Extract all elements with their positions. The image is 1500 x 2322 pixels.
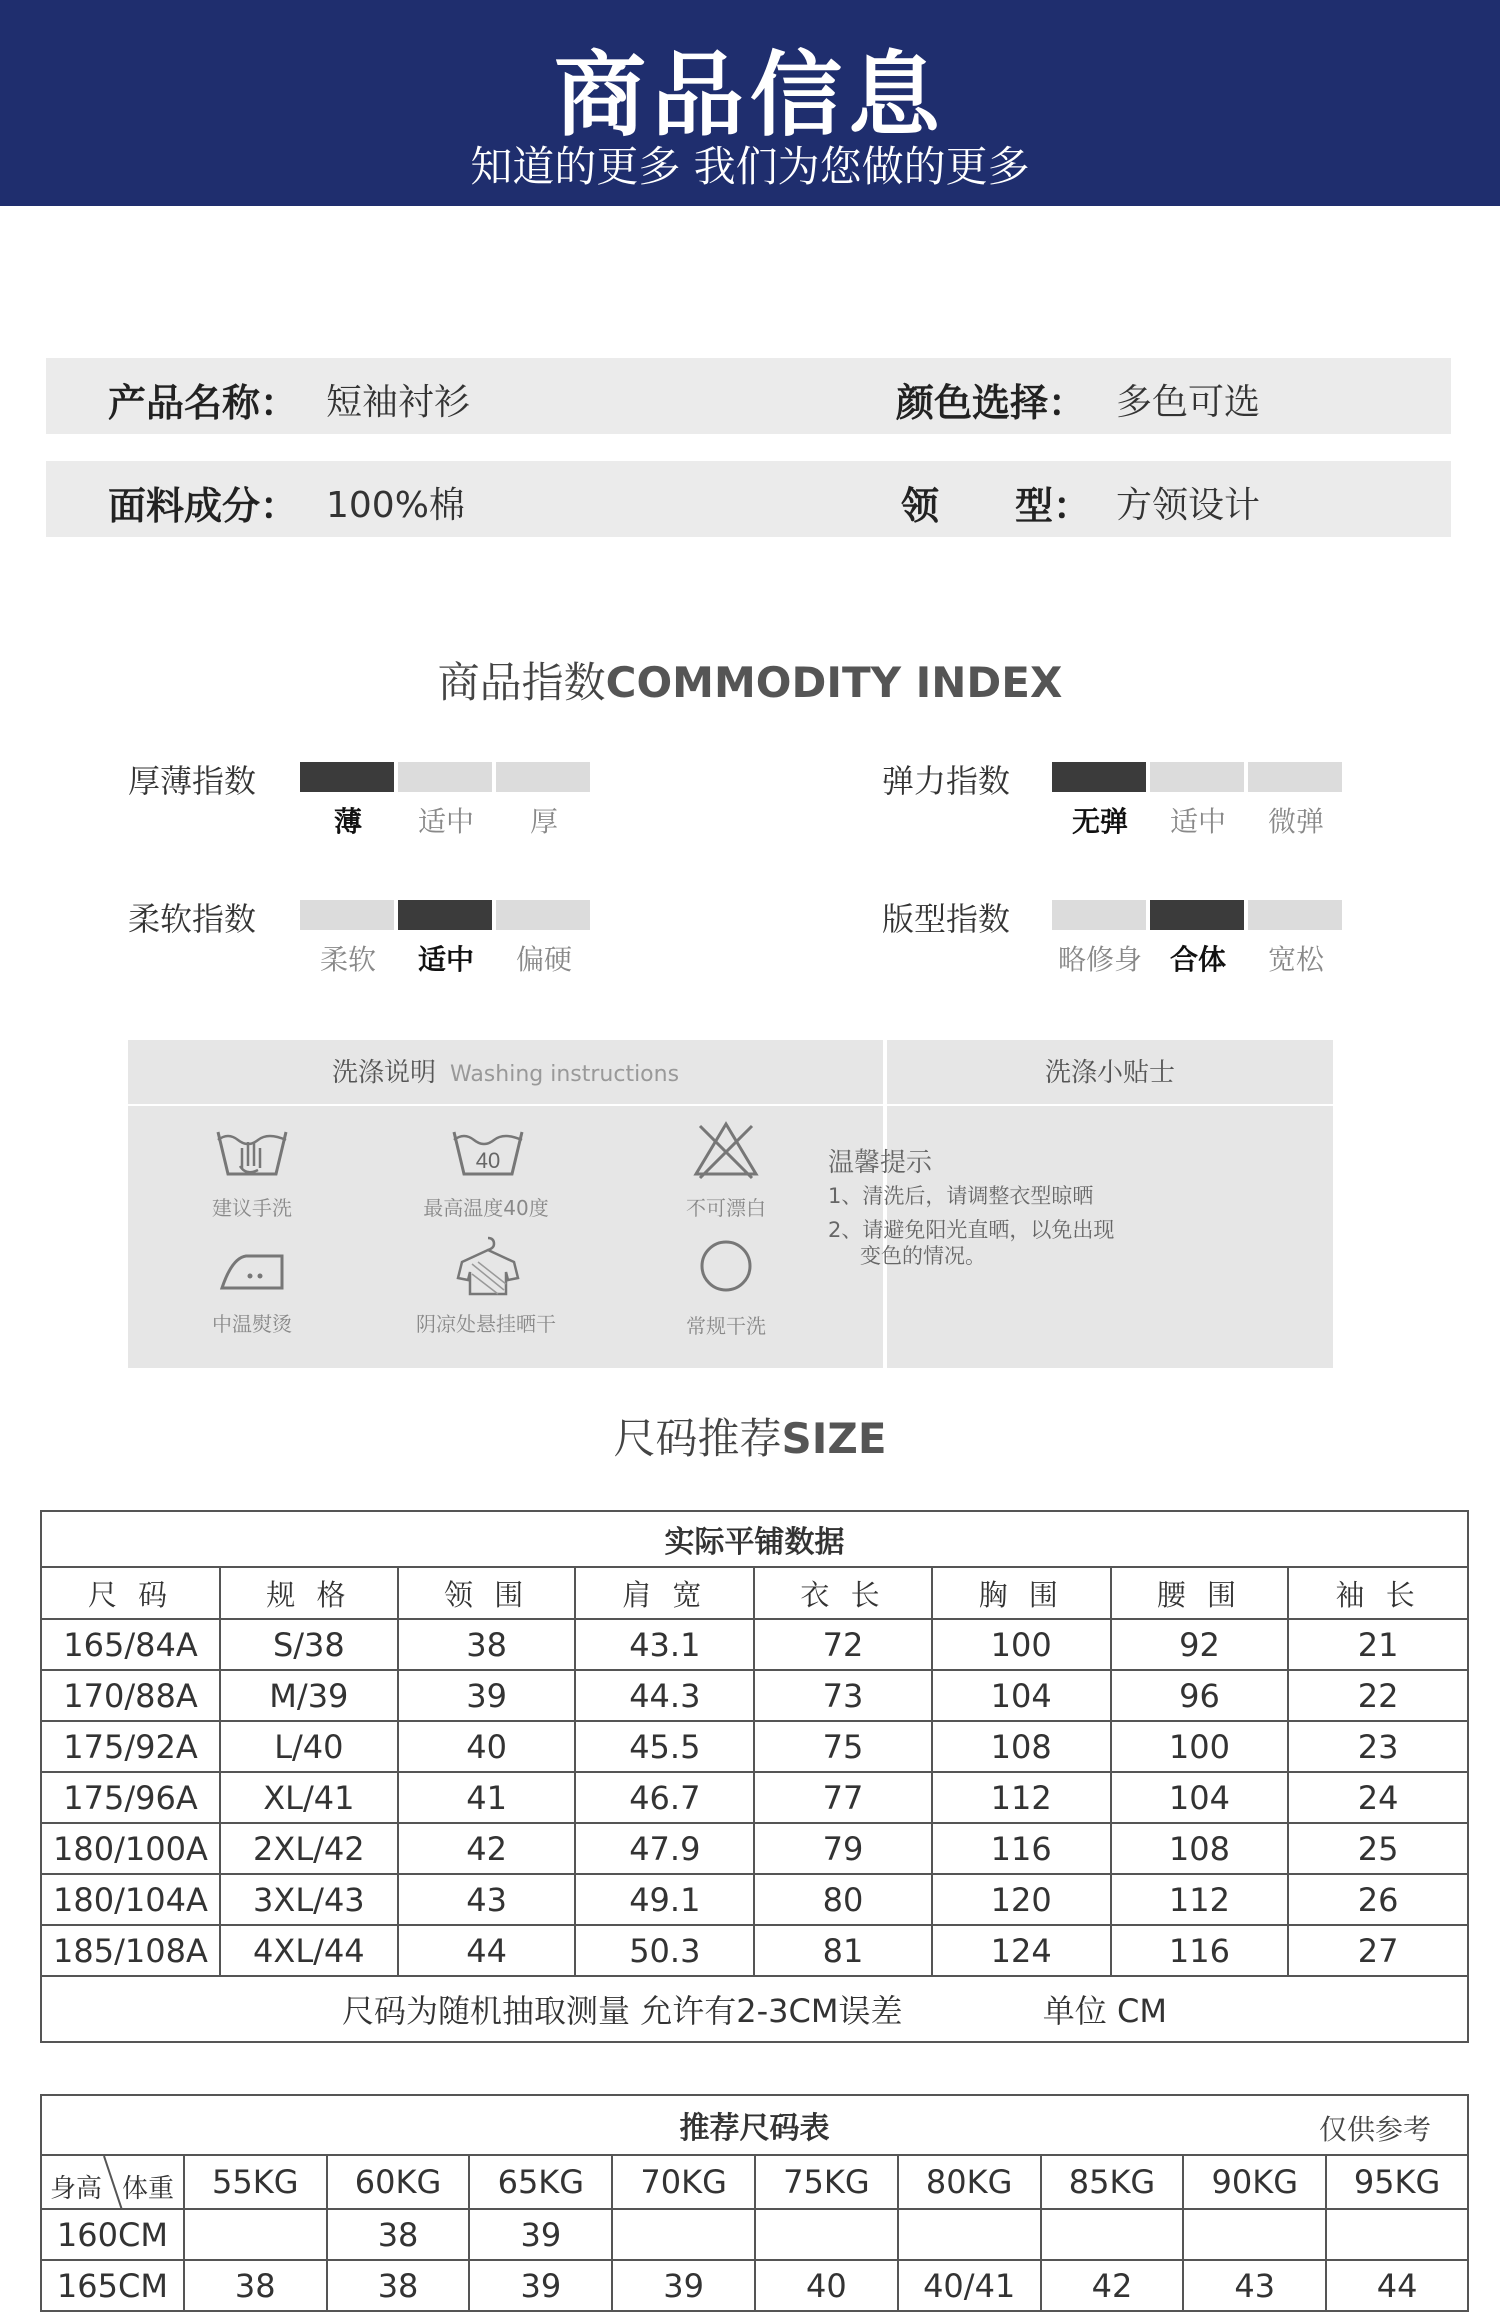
table-cell: M/39 — [220, 1670, 398, 1721]
table-cell: 46.7 — [575, 1772, 754, 1823]
table-cell: 116 — [932, 1823, 1111, 1874]
table-cell: 170/88A — [41, 1670, 220, 1721]
column-header: 领 围 — [398, 1567, 576, 1619]
no-bleach-label: 不可漂白 — [686, 1196, 766, 1220]
table-cell: 116 — [1111, 1925, 1289, 1976]
table-cell: 100 — [932, 1619, 1111, 1670]
table-cell: 180/104A — [41, 1874, 220, 1925]
table-cell: 40/41 — [898, 2260, 1041, 2311]
table-cell: 3XL/43 — [220, 1874, 398, 1925]
softness-seg-2 — [398, 900, 492, 930]
weight-header: 80KG — [898, 2155, 1041, 2209]
thickness-seg-3 — [496, 762, 590, 792]
table-cell: 72 — [754, 1619, 932, 1670]
table-cell: 104 — [932, 1670, 1111, 1721]
size-title-en: SIZE — [781, 1414, 887, 1463]
iron-medium-icon — [212, 1236, 292, 1300]
table-cell: 175/96A — [41, 1772, 220, 1823]
table-cell: 77 — [754, 1772, 932, 1823]
table-cell: 92 — [1111, 1619, 1289, 1670]
table-row — [41, 1874, 1468, 1925]
recommend-title-cell — [41, 2095, 1468, 2155]
softness-option-3: 偏硬 — [515, 943, 572, 976]
table-cell: 4XL/44 — [220, 1925, 398, 1976]
softness-index-label: 柔软指数 — [128, 900, 257, 938]
fit-seg-2 — [1150, 900, 1244, 930]
table-row — [41, 2209, 1468, 2260]
column-header: 腰 围 — [1111, 1567, 1289, 1619]
iron-medium-label: 中温熨烫 — [212, 1312, 292, 1336]
weight-header: 75KG — [755, 2155, 898, 2209]
table-cell: 39 — [469, 2260, 612, 2311]
commodity-index-title-cn: 商品指数 — [437, 658, 606, 707]
recommended-size-table — [40, 2094, 1469, 2312]
softness-seg-3 — [496, 900, 590, 930]
table-cell: 112 — [932, 1772, 1111, 1823]
table-cell: 112 — [1111, 1874, 1289, 1925]
corner-height-label: 身高 — [50, 2174, 103, 2204]
wash-40-label: 最高温度40度 — [423, 1196, 549, 1220]
fit-option-1: 略修身 — [1057, 943, 1142, 976]
table-cell: 24 — [1288, 1772, 1468, 1823]
recommend-reference-note: 仅供参考 — [1318, 2113, 1431, 2146]
weight-header: 95KG — [1326, 2155, 1468, 2209]
table-cell: 165/84A — [41, 1619, 220, 1670]
table-cell: 43 — [398, 1874, 576, 1925]
softness-seg-1 — [300, 900, 394, 930]
table-cell: 2XL/42 — [220, 1823, 398, 1874]
table-cell: 96 — [1111, 1670, 1289, 1721]
softness-option-2: 适中 — [417, 943, 474, 976]
table-cell: XL/41 — [220, 1772, 398, 1823]
elasticity-option-3: 微弹 — [1267, 805, 1324, 838]
table-cell: 39 — [612, 2260, 755, 2311]
table-cell: 25 — [1288, 1823, 1468, 1874]
table-cell: 42 — [1041, 2260, 1184, 2311]
table-cell: 42 — [398, 1823, 576, 1874]
table-cell: 108 — [1111, 1823, 1289, 1874]
elasticity-seg-3 — [1248, 762, 1342, 792]
column-header: 衣 长 — [754, 1567, 932, 1619]
height-cell: 160CM — [41, 2209, 184, 2260]
column-header: 尺 码 — [41, 1567, 220, 1619]
table-cell: L/40 — [220, 1721, 398, 1772]
table-cell: 39 — [469, 2209, 612, 2260]
table-cell: 47.9 — [575, 1823, 754, 1874]
table-cell: 21 — [1288, 1619, 1468, 1670]
table-cell: 49.1 — [575, 1874, 754, 1925]
column-header: 袖 长 — [1288, 1567, 1468, 1619]
table-cell: 43 — [1183, 2260, 1326, 2311]
tip-line-1: 1、清洗后，请调整衣型晾晒 — [828, 1184, 1094, 1208]
thickness-index-bar — [300, 762, 590, 792]
table-cell: 40 — [398, 1721, 576, 1772]
size-table-body — [41, 1619, 1468, 1976]
table-cell — [184, 2209, 327, 2260]
table-cell: 75 — [754, 1721, 932, 1772]
dry-clean-icon — [686, 1234, 766, 1298]
table-row — [41, 1925, 1468, 1976]
recommend-table-body — [41, 2209, 1468, 2311]
washing-instructions-header — [128, 1040, 883, 1106]
banner-subtitle: 知道的更多 我们为您做的更多 — [470, 142, 1030, 191]
tip-line-3: 变色的情况。 — [860, 1244, 986, 1268]
tips-heading: 温馨提示 — [828, 1148, 933, 1178]
table-cell: 39 — [398, 1670, 576, 1721]
table-cell: 50.3 — [575, 1925, 754, 1976]
recommend-table-header — [41, 2155, 1468, 2209]
commodity-index-title-en: COMMODITY INDEX — [605, 658, 1063, 707]
thickness-option-1: 薄 — [333, 805, 362, 838]
table-cell: 73 — [754, 1670, 932, 1721]
table-cell: 41 — [398, 1772, 576, 1823]
table-cell: 26 — [1288, 1874, 1468, 1925]
fit-option-3: 宽松 — [1267, 943, 1324, 976]
fabric-value: 100%棉 — [326, 485, 465, 526]
table-cell — [1041, 2209, 1184, 2260]
table-cell: 80 — [754, 1874, 932, 1925]
elasticity-index-bar — [1052, 762, 1342, 792]
softness-option-1: 柔软 — [319, 943, 376, 976]
table-cell — [1183, 2209, 1326, 2260]
table-cell: 38 — [327, 2260, 470, 2311]
size-table-title: 实际平铺数据 — [41, 1511, 1468, 1567]
table-cell — [1326, 2209, 1468, 2260]
washing-title-en: Washing instructions — [449, 1062, 680, 1087]
table-cell: 120 — [932, 1874, 1111, 1925]
washing-title-cn: 洗涤说明 — [331, 1058, 436, 1088]
thickness-index-label: 厚薄指数 — [128, 762, 257, 800]
elasticity-seg-2 — [1150, 762, 1244, 792]
thickness-seg-2 — [398, 762, 492, 792]
table-cell: 81 — [754, 1925, 932, 1976]
header-banner — [0, 0, 1500, 206]
table-cell: 44 — [1326, 2260, 1468, 2311]
height-weight-corner — [41, 2155, 184, 2209]
softness-index-bar — [300, 900, 590, 930]
product-name-label: 产品名称： — [108, 381, 299, 425]
size-title-cn: 尺码推荐 — [613, 1414, 782, 1463]
weight-header: 65KG — [469, 2155, 612, 2209]
table-cell: S/38 — [220, 1619, 398, 1670]
info-row-2 — [46, 461, 1451, 537]
banner-title: 商品信息 — [553, 42, 946, 149]
hang-dry-shade-icon — [448, 1234, 528, 1298]
dry-clean-label: 常规干洗 — [686, 1314, 766, 1338]
table-cell: 100 — [1111, 1721, 1289, 1772]
weight-header: 85KG — [1041, 2155, 1184, 2209]
fit-index-bar — [1052, 900, 1342, 930]
table-cell: 124 — [932, 1925, 1111, 1976]
wash-temp-value: 40 — [475, 1148, 501, 1173]
weight-header: 60KG — [327, 2155, 470, 2209]
thickness-option-3: 厚 — [529, 805, 558, 838]
table-cell — [755, 2209, 898, 2260]
table-cell: 43.1 — [575, 1619, 754, 1670]
fit-seg-3 — [1248, 900, 1342, 930]
table-cell — [898, 2209, 1041, 2260]
fit-option-2: 合体 — [1169, 943, 1226, 976]
table-cell: 185/108A — [41, 1925, 220, 1976]
table-row — [41, 2260, 1468, 2311]
thickness-option-2: 适中 — [417, 805, 474, 838]
table-cell: 22 — [1288, 1670, 1468, 1721]
color-value: 多色可选 — [1116, 382, 1261, 423]
table-cell: 38 — [184, 2260, 327, 2311]
column-header: 胸 围 — [932, 1567, 1111, 1619]
table-cell: 23 — [1288, 1721, 1468, 1772]
commodity-index-title — [0, 650, 1500, 710]
table-cell: 38 — [327, 2209, 470, 2260]
column-header: 规 格 — [220, 1567, 398, 1619]
fit-index-label: 版型指数 — [882, 900, 1011, 938]
size-section-title — [0, 1406, 1500, 1466]
table-cell — [612, 2209, 755, 2260]
table-cell: 40 — [755, 2260, 898, 2311]
column-header: 肩 宽 — [575, 1567, 754, 1619]
table-row — [41, 1823, 1468, 1874]
no-bleach-icon — [686, 1118, 766, 1182]
table-row — [41, 1721, 1468, 1772]
table-row — [41, 1670, 1468, 1721]
elasticity-option-1: 无弹 — [1071, 805, 1128, 838]
table-cell: 44 — [398, 1925, 576, 1976]
collar-label: 领 型： — [901, 484, 1092, 528]
weight-header: 90KG — [1183, 2155, 1326, 2209]
height-cell: 165CM — [41, 2260, 184, 2311]
table-cell: 108 — [932, 1721, 1111, 1772]
size-table-header — [41, 1567, 1468, 1619]
table-cell: 104 — [1111, 1772, 1289, 1823]
size-table-note-cell — [41, 1976, 1468, 2042]
table-cell: 45.5 — [575, 1721, 754, 1772]
hand-wash-label: 建议手洗 — [212, 1196, 292, 1220]
washing-tips-header: 洗涤小贴士 — [887, 1040, 1333, 1106]
elasticity-index-label: 弹力指数 — [882, 762, 1011, 800]
size-measurement-table — [40, 1510, 1469, 2043]
table-cell: 180/100A — [41, 1823, 220, 1874]
elasticity-option-2: 适中 — [1169, 805, 1226, 838]
thickness-seg-1 — [300, 762, 394, 792]
weight-header: 55KG — [184, 2155, 327, 2209]
table-row — [41, 1619, 1468, 1670]
table-cell: 44.3 — [575, 1670, 754, 1721]
hang-dry-shade-label: 阴凉处悬挂晒干 — [416, 1312, 556, 1336]
table-cell: 175/92A — [41, 1721, 220, 1772]
fit-seg-1 — [1052, 900, 1146, 930]
recommend-table-title: 推荐尺码表 — [679, 2111, 830, 2146]
weight-header: 70KG — [612, 2155, 755, 2209]
size-table-note: 尺码为随机抽取测量 允许有2-3CM误差 — [342, 1992, 903, 2030]
product-name-value: 短袖衬衫 — [326, 382, 471, 423]
collar-value: 方领设计 — [1116, 485, 1261, 526]
color-label: 颜色选择： — [896, 381, 1087, 425]
elasticity-seg-1 — [1052, 762, 1146, 792]
tip-line-2: 2、请避免阳光直晒，以免出现 — [828, 1218, 1115, 1242]
wash-40-icon — [448, 1118, 528, 1182]
table-row — [41, 1772, 1468, 1823]
size-table-unit: 单位 CM — [1042, 1992, 1167, 2030]
fabric-label: 面料成分： — [108, 484, 299, 528]
table-cell: 38 — [398, 1619, 576, 1670]
hand-wash-icon — [212, 1118, 292, 1182]
info-row-1 — [46, 358, 1451, 434]
table-cell: 79 — [754, 1823, 932, 1874]
table-cell: 27 — [1288, 1925, 1468, 1976]
corner-weight-label: 体重 — [122, 2174, 175, 2204]
